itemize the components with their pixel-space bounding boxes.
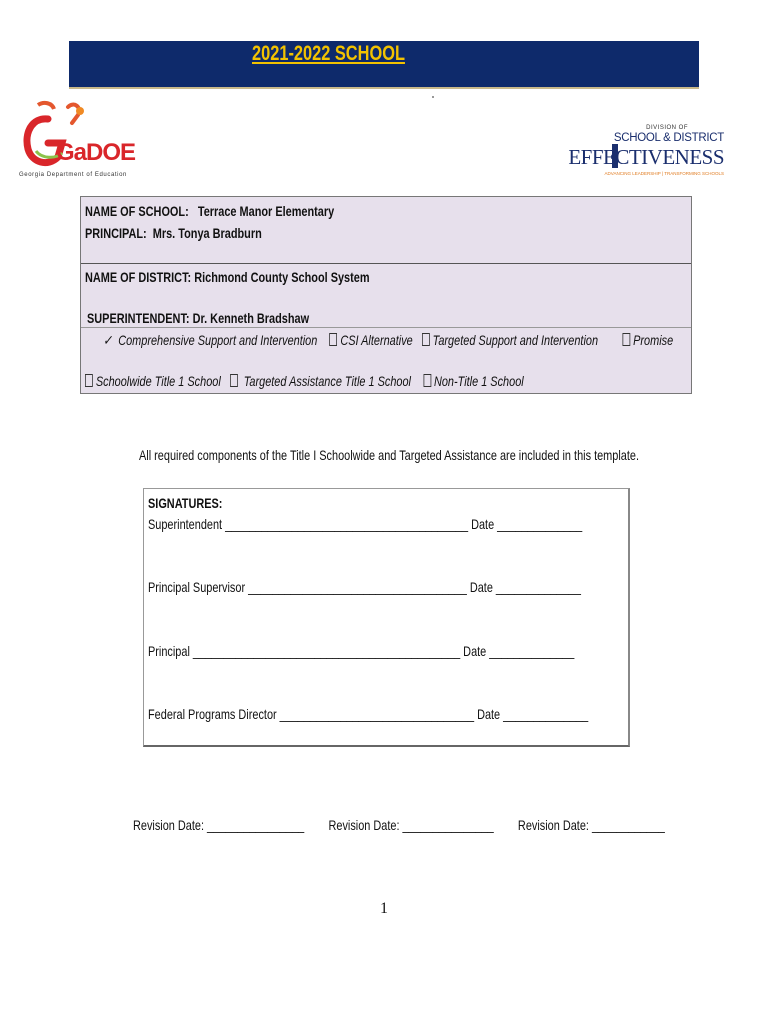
option-non-title1[interactable]: Non-Title 1 School bbox=[433, 373, 524, 389]
checkbox-icon[interactable] bbox=[622, 333, 630, 346]
option-comprehensive-support[interactable]: Comprehensive Support and Intervention bbox=[118, 332, 318, 348]
checkbox-icon[interactable] bbox=[85, 374, 93, 387]
signature-row-federal-programs bbox=[148, 706, 588, 722]
option-schoolwide-title1[interactable]: Schoolwide Title 1 School bbox=[95, 373, 221, 389]
checkbox-icon[interactable] bbox=[423, 374, 431, 387]
signature-row-superintendent bbox=[148, 516, 582, 532]
signature-date[interactable]: Date ______________ bbox=[469, 579, 581, 595]
revision-date-line[interactable]: ____________ bbox=[591, 817, 665, 833]
signature-label: Principal Supervisor bbox=[148, 579, 246, 595]
option-csi-alternative[interactable]: CSI Alternative bbox=[340, 332, 413, 348]
title1-options-row bbox=[85, 373, 524, 389]
document-title: 2021-2022 SCHOOL bbox=[252, 42, 405, 65]
superintendent-label: SUPERINTENDENT: bbox=[87, 310, 190, 326]
option-promise[interactable]: Promise bbox=[633, 332, 674, 348]
option-targeted-assistance-title1[interactable]: Targeted Assistance Title 1 School bbox=[243, 373, 411, 389]
district-row bbox=[85, 269, 370, 285]
revision-date-line[interactable]: ________________ bbox=[207, 817, 305, 833]
decorative-dot bbox=[432, 96, 434, 98]
signature-date[interactable]: Date ______________ bbox=[463, 643, 575, 659]
designation-options-row bbox=[103, 332, 673, 349]
logo-tagline: ADVANCING LEADERSHIP | TRANSFORMING SCHOOLS bbox=[604, 171, 724, 176]
signatures-heading: SIGNATURES: bbox=[148, 495, 223, 511]
revision-date-label: Revision Date: bbox=[328, 817, 400, 833]
gadoe-subtitle: Georgia Department of Education bbox=[19, 172, 127, 178]
signature-line[interactable]: ____________________________________ bbox=[248, 579, 467, 595]
principal-row bbox=[85, 225, 262, 241]
principal-value: Mrs. Tonya Bradburn bbox=[152, 225, 262, 241]
revision-dates-row bbox=[133, 817, 665, 833]
principal-label: PRINCIPAL: bbox=[85, 225, 147, 241]
gadoe-wordmark: GaDOE bbox=[56, 139, 136, 166]
superintendent-row bbox=[87, 310, 309, 326]
signature-label: Federal Programs Director bbox=[148, 706, 277, 722]
revision-date-label: Revision Date: bbox=[133, 817, 205, 833]
school-name-label: NAME OF SCHOOL: bbox=[85, 203, 189, 219]
gadoe-logo bbox=[18, 97, 136, 183]
header-banner bbox=[69, 41, 699, 89]
logo-effectiveness-text: EFFECTIVENESS bbox=[568, 145, 724, 169]
school-name-value: Terrace Manor Elementary bbox=[197, 203, 335, 219]
district-value: Richmond County School System bbox=[194, 269, 370, 285]
page-number: 1 bbox=[380, 900, 388, 917]
signature-row-principal bbox=[148, 643, 574, 659]
signatures-box bbox=[143, 488, 630, 747]
superintendent-value: Dr. Kenneth Bradshaw bbox=[192, 310, 310, 326]
checkbox-icon[interactable] bbox=[230, 374, 238, 387]
effectiveness-logo bbox=[568, 118, 728, 180]
signature-date[interactable]: Date ______________ bbox=[477, 706, 589, 722]
option-targeted-support[interactable]: Targeted Support and Intervention bbox=[432, 332, 599, 348]
logo-division-text: DIVISION OF bbox=[646, 125, 688, 131]
signature-label: Principal bbox=[148, 643, 190, 659]
signature-label: Superintendent bbox=[148, 516, 223, 532]
signature-line[interactable]: ________________________________________ bbox=[225, 516, 469, 532]
signature-date[interactable]: Date ______________ bbox=[471, 516, 583, 532]
divider bbox=[81, 263, 691, 264]
divider bbox=[81, 327, 691, 328]
district-label: NAME OF DISTRICT: bbox=[85, 269, 192, 285]
signature-line[interactable]: ____________________________________________ bbox=[192, 643, 461, 659]
checkbox-icon[interactable] bbox=[329, 333, 337, 346]
revision-date-line[interactable]: _______________ bbox=[402, 817, 494, 833]
signature-row-principal-supervisor bbox=[148, 579, 581, 595]
school-info-box bbox=[80, 196, 692, 394]
signature-line[interactable]: ________________________________ bbox=[279, 706, 475, 722]
checkbox-icon[interactable] bbox=[422, 333, 430, 346]
revision-date-label: Revision Date: bbox=[517, 817, 589, 833]
school-name-row bbox=[85, 203, 334, 219]
option-checkmark-icon[interactable]: ✓ bbox=[103, 332, 113, 348]
template-statement: All required components of the Title I Schoolwide and Targeted Assistance are included in this template. bbox=[139, 447, 639, 463]
logo-school-district-text: SCHOOL & DISTRICT bbox=[613, 132, 724, 144]
